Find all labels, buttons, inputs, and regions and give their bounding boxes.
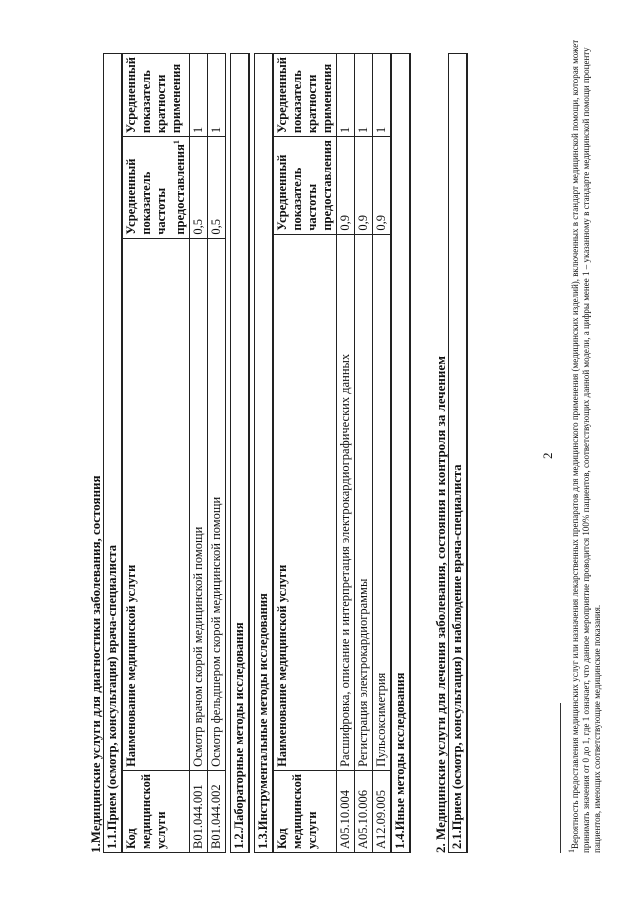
header-row: [273, 54, 337, 853]
cell-code: B01.044.001: [190, 770, 208, 852]
header-freq-text: Усредненный показатель частоты предоставления: [124, 144, 188, 235]
cell-code: B01.044.002: [208, 770, 226, 852]
header-row: [122, 54, 190, 853]
cell-name: Расшифровка, описание и интерпретация электрокардиографических данных: [337, 234, 355, 770]
subsection-1-4-title: 1.4.Иные методы исследования: [392, 54, 411, 853]
subsection-row: [449, 54, 468, 853]
cell-mult: 1: [337, 54, 355, 137]
header-mult: Усредненный показатель кратности применения: [273, 54, 337, 137]
header-name: Наименование медицинской услуги: [122, 238, 190, 770]
subsection-1-1-title: 1.1.Прием (осмотр, консультация) врача-специалиста: [104, 54, 123, 853]
table-row: [373, 54, 391, 853]
spacer: [411, 53, 433, 853]
cell-mult: 1: [355, 54, 373, 137]
table-row: [355, 54, 373, 853]
subsection-row: [104, 54, 123, 853]
footnote-marker: 1: [567, 849, 576, 853]
cell-freq: 0,9: [337, 137, 355, 235]
table-1-1: [103, 53, 226, 853]
cell-freq: 0,9: [373, 137, 391, 235]
cell-code: A05.10.004: [337, 770, 355, 852]
table-row: [208, 54, 226, 853]
cell-mult: 1: [190, 54, 208, 137]
table-2-1: [448, 53, 468, 853]
cell-code: A05.10.006: [355, 770, 373, 852]
cell-mult: 1: [208, 54, 226, 137]
subsection-2-1-title: 2.1.Прием (осмотр, консультация) и наблюдение врача-специалиста: [449, 54, 468, 853]
table-1-3: [254, 53, 391, 853]
subsection-1-2-title: 1.2.Лабораторные методы исследования: [231, 54, 250, 853]
section2-title: 2. Медицинские услуги для лечения заболевания, состояния и контроля за лечением: [433, 355, 449, 853]
cell-mult: 1: [373, 54, 391, 137]
footnote-text: Вероятность предоставления медицинских услуг или назначения лекарственных препаратов для медицинского применения (медицинских изделий), включенных в стандарт медицинской помощи, которая может принимать значения от 0 до 1, где 1 означает, что данное мероприятие проводится 100% пациентов, соответствующих данной модели, а цифры менее 1 – указанному в стандарте медицинской помощи проценту пациентов, имеющих соответствующие медицинские показания.: [570, 39, 602, 853]
footnote-ref: 1: [172, 140, 181, 145]
subsection-row: [392, 54, 411, 853]
footnote-divider: [560, 703, 561, 853]
header-freq: [273, 137, 337, 235]
subsection-row: [231, 54, 250, 853]
cell-freq: 0,5: [190, 137, 208, 239]
table-row: [190, 54, 208, 853]
cell-name: Регистрация электрокардиограммы: [355, 234, 373, 770]
header-mult: Усредненный показатель кратности применения: [122, 54, 190, 137]
cell-freq: 0,9: [355, 137, 373, 235]
header-freq-text: Усредненный показатель частоты предоставления: [275, 140, 335, 231]
cell-code: A12.09.005: [373, 770, 391, 852]
table-1-4: [391, 53, 411, 853]
table-1-2: [230, 53, 250, 853]
header-freq: [122, 137, 190, 239]
header-name: Наименование медицинской услуги: [273, 234, 337, 770]
header-code: Код медицинской услуги: [273, 770, 337, 852]
footnote: [566, 33, 603, 853]
page-content: [88, 53, 468, 853]
cell-name: Осмотр фельдшером скорой медицинской помощи: [208, 238, 226, 770]
subsection-row: [255, 54, 274, 853]
page-number: 2: [540, 452, 555, 459]
header-code: Код медицинской услуги: [122, 770, 190, 852]
section1-title: 1.Медицинские услуги для диагностики заболевания, состояния: [88, 475, 103, 853]
cell-freq: 0,5: [208, 137, 226, 239]
subsection-1-3-title: 1.3.Инструментальные методы исследования: [255, 54, 274, 853]
cell-name: Осмотр врачом скорой медицинской помощи: [190, 238, 208, 770]
cell-name: Пульсоксиметрия: [373, 234, 391, 770]
table-row: [337, 54, 355, 853]
